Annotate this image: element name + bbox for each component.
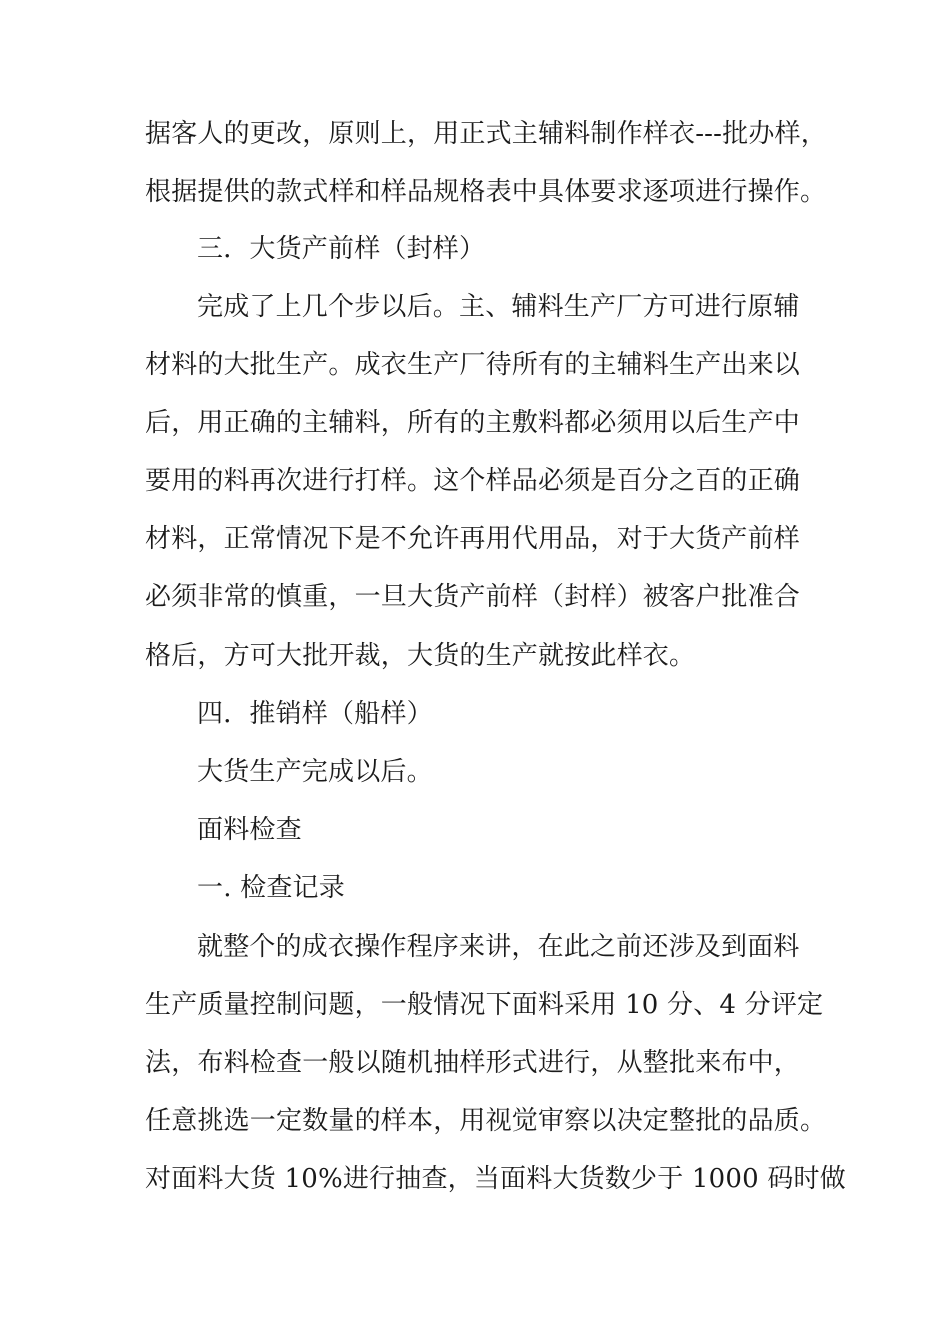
section-title-fabric-inspection: 面料检查	[197, 815, 302, 845]
text-line-12: 大货生产完成以后。	[197, 757, 433, 787]
text-line-16: 生产质量控制问题，一般情况下面料采用 10 分、4 分评定	[145, 990, 824, 1020]
text-line-8: 材料，正常情况下是不允许再用代用品，对于大货产前样	[145, 524, 801, 554]
section-heading-4: 四．推销样（船样）	[197, 699, 433, 729]
text-line-6: 后，用正确的主辅料，所有的主敷料都必须用以后生产中	[145, 408, 801, 438]
subsection-heading-1: 一. 检查记录	[197, 873, 345, 903]
text-line-9: 必须非常的慎重，一旦大货产前样（封样）被客户批准合	[145, 582, 801, 612]
text-line-4: 完成了上几个步以后。主、辅料生产厂方可进行原辅	[197, 292, 800, 322]
text-line-7: 要用的料再次进行打样。这个样品必须是百分之百的正确	[145, 466, 801, 496]
text-line-15: 就整个的成衣操作程序来讲，在此之前还涉及到面料	[197, 932, 800, 962]
text-line-5: 材料的大批生产。成衣生产厂待所有的主辅料生产出来以	[145, 350, 801, 380]
text-line-10: 格后，方可大批开裁，大货的生产就按此样衣。	[145, 641, 696, 671]
text-line-17: 法，布料检查一般以随机抽样形式进行，从整批来布中，	[145, 1048, 801, 1078]
text-line-2: 根据提供的款式样和样品规格表中具体要求逐项进行操作。	[145, 177, 827, 207]
section-heading-3: 三．大货产前样（封样）	[197, 234, 486, 264]
text-line-18: 任意挑选一定数量的样本，用视觉审察以决定整批的品质。	[145, 1106, 827, 1136]
text-line-1: 据客人的更改，原则上，用正式主辅料制作样衣---批办样，	[145, 119, 827, 149]
text-line-19: 对面料大货 10%进行抽查，当面料大货数少于 1000 码时做	[145, 1164, 846, 1194]
